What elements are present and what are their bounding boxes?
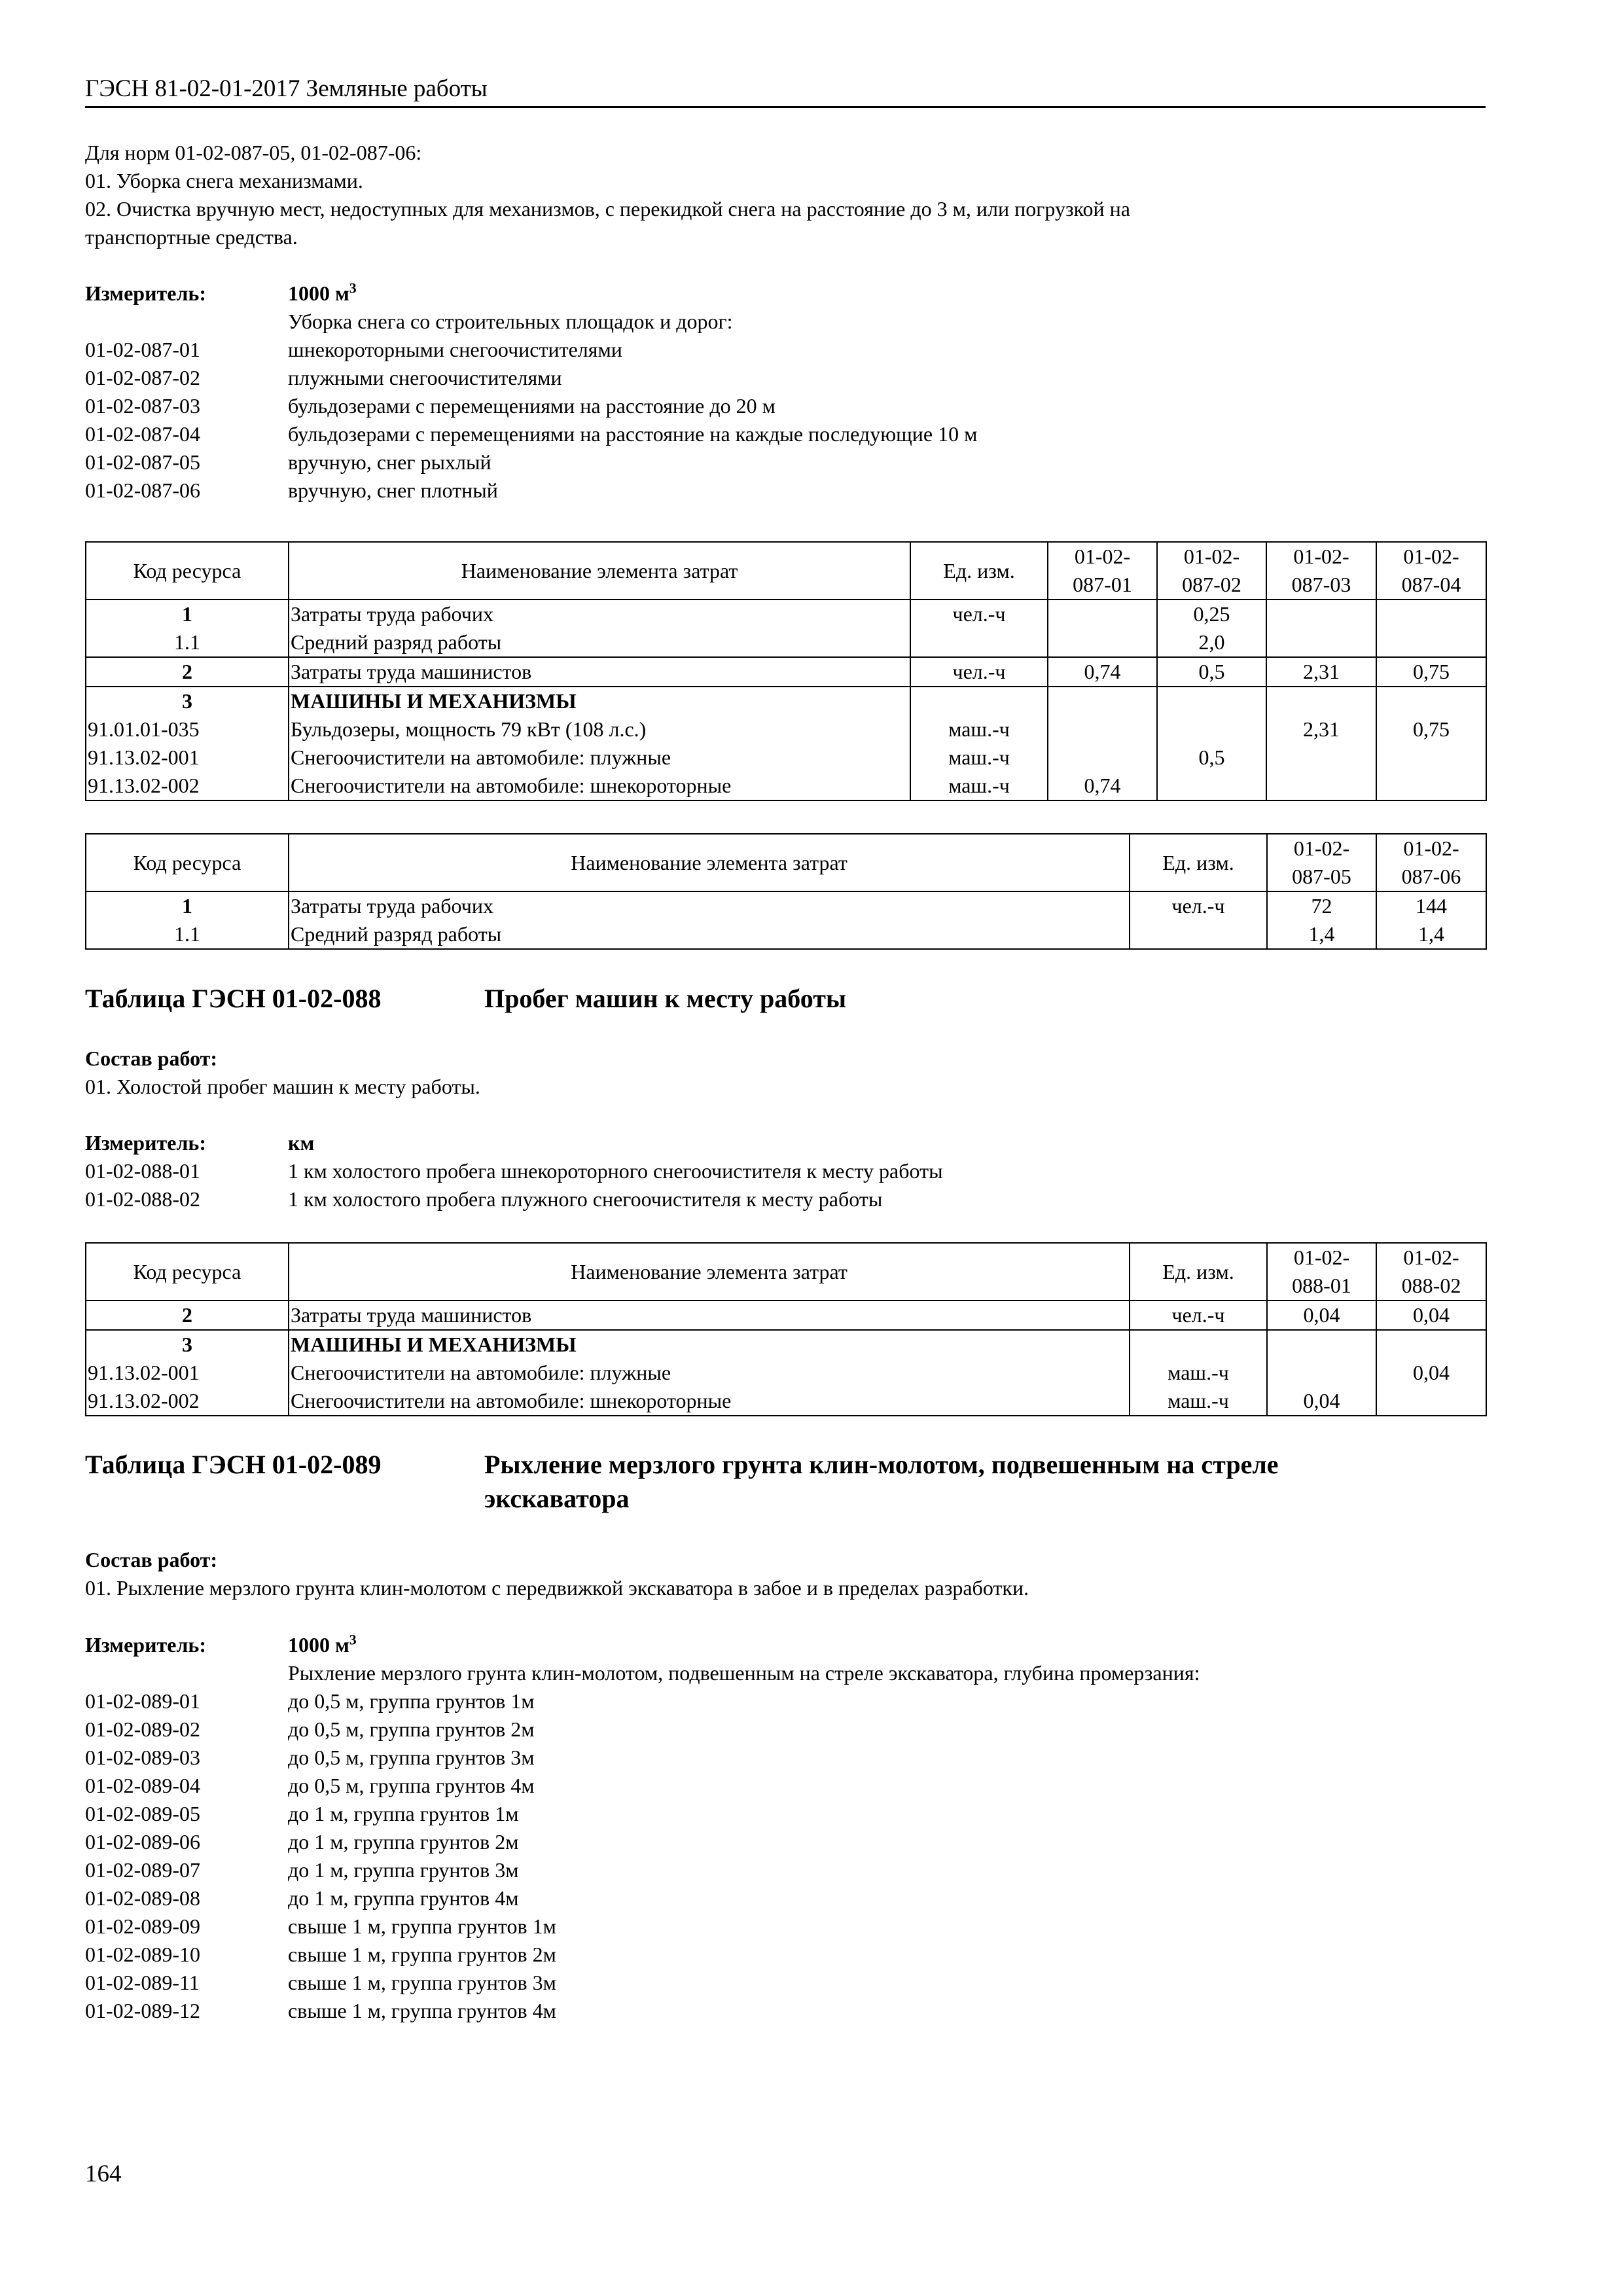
table-row: 91.13.02-001 Снегоочистители на автомобиле: плужные маш.-ч 0,04 xyxy=(86,1359,1486,1387)
col-header-norm: 01-02- 087-05 xyxy=(1267,834,1376,891)
col-header-unit: Ед. изм. xyxy=(1130,1243,1267,1300)
table-row: 1 Затраты труда рабочих чел.-ч 0,25 xyxy=(86,600,1486,628)
norm-item: 01-02-089-10 свыше 1 м, группа грунтов 2м xyxy=(85,1943,556,1966)
table-row: 91.13.02-002 Снегоочистители на автомобиле: шнекороторные маш.-ч 0,04 xyxy=(86,1387,1486,1416)
col-header-name: Наименование элемента затрат xyxy=(289,834,1130,891)
norm-item: 01-02-089-05 до 1 м, группа грунтов 1м xyxy=(85,1802,519,1825)
norm-item: 01-02-089-01 до 0,5 м, группа грунтов 1м xyxy=(85,1689,535,1713)
col-header-unit: Ед. изм. xyxy=(1130,834,1267,891)
work-label: Состав работ: xyxy=(85,1548,218,1571)
measure-value: км xyxy=(288,1131,315,1155)
measure-subtitle: Рыхление мерзлого грунта клин-молотом, подвешенным на стреле экскаватора, глубина промерзания: xyxy=(288,1661,1200,1685)
col-header-norm: 01-02- 087-02 xyxy=(1157,542,1266,600)
work-composition-089 xyxy=(85,1546,1486,1602)
norm-item: 01-02-089-02 до 0,5 м, группа грунтов 2м xyxy=(85,1717,535,1741)
col-header-norm: 01-02- 087-03 xyxy=(1266,542,1376,600)
col-header-norm: 01-02- 087-06 xyxy=(1376,834,1486,891)
norm-item: 01-02-089-09 свыше 1 м, группа грунтов 1м xyxy=(85,1914,556,1938)
measure-label: Измеритель: xyxy=(85,281,206,305)
measure-label: Измеритель: xyxy=(85,1633,206,1657)
table-row: 2 Затраты труда машинистов чел.-ч 0,74 0,5 2,31 0,75 xyxy=(86,657,1486,687)
col-header-code: Код ресурса xyxy=(86,542,289,600)
norm-item: 01-02-087-05 вручную, снег рыхлый xyxy=(85,450,491,474)
col-header-norm: 01-02- 088-01 xyxy=(1267,1243,1376,1300)
intro-line: 02. Очистка вручную мест, недоступных для механизмов, с перекидкой снега на расстояние до 3 м, или погрузкой на xyxy=(85,197,1130,221)
table-row: 91.13.02-002 Снегоочистители на автомобиле: шнекороторные маш.-ч 0,74 xyxy=(86,772,1486,800)
norm-item: 01-02-088-01 1 км холостого пробега шнекороторного снегоочистителя к месту работы xyxy=(85,1159,943,1183)
work-item: 01. Холостой пробег машин к месту работы. xyxy=(85,1075,480,1098)
norm-item: 01-02-087-01 шнекороторными снегоочистителями xyxy=(85,338,622,361)
running-header: ГЭСН 81-02-01-2017 Земляные работы xyxy=(85,73,1486,108)
intro-line: Для норм 01-02-087-05, 01-02-087-06: xyxy=(85,141,422,164)
norm-item: 01-02-087-06 вручную, снег плотный xyxy=(85,478,498,502)
norm-item: 01-02-087-04 бульдозерами с перемещениями на расстояние на каждые последующие 10 м xyxy=(85,422,978,446)
norm-item: 01-02-089-06 до 1 м, группа грунтов 2м xyxy=(85,1830,519,1854)
measure-value: 1000 $м^3$ xyxy=(288,279,357,305)
intro-line: транспортные средства. xyxy=(85,225,298,249)
work-label: Состав работ: xyxy=(85,1047,218,1070)
norm-item: 01-02-089-08 до 1 м, группа грунтов 4м xyxy=(85,1886,519,1910)
measure-value: 1000 $м^3$ xyxy=(288,1631,357,1657)
page-number: 164 xyxy=(85,2161,122,2187)
table-row: 2 Затраты труда машинистов чел.-ч 0,04 0,04 xyxy=(86,1300,1486,1330)
measure-list-088 xyxy=(85,1129,1486,1213)
norm-item: 01-02-089-11 свыше 1 м, группа грунтов 3м xyxy=(85,1971,556,1994)
intro-notes xyxy=(85,139,1486,251)
table-row: 3 МАШИНЫ И МЕХАНИЗМЫ xyxy=(86,687,1486,715)
table-row: 3 МАШИНЫ И МЕХАНИЗМЫ xyxy=(86,1330,1486,1359)
norm-item: 01-02-089-03 до 0,5 м, группа грунтов 3м xyxy=(85,1746,535,1769)
col-header-unit: Ед. изм. xyxy=(910,542,1048,600)
col-header-norm: 01-02- 087-04 xyxy=(1376,542,1486,600)
work-item: 01. Рыхление мерзлого грунта клин-молотом с передвижкой экскаватора в забое и в пределах разработки. xyxy=(85,1576,1029,1600)
resource-table-088 xyxy=(85,1242,1487,1416)
resource-table-087-05-06 xyxy=(85,833,1487,950)
norm-item: 01-02-088-02 1 км холостого пробега плужного снегоочистителя к месту работы xyxy=(85,1187,883,1211)
col-header-name: Наименование элемента затрат xyxy=(289,542,910,600)
measure-subtitle: Уборка снега со строительных площадок и дорог: xyxy=(288,310,733,333)
work-composition-088 xyxy=(85,1045,1486,1101)
norm-item: 01-02-087-02 плужными снегоочистителями xyxy=(85,366,562,389)
table-row: 91.13.02-001 Снегоочистители на автомобиле: плужные маш.-ч 0,5 xyxy=(86,744,1486,772)
table-row: 1 Затраты труда рабочих чел.-ч 72 144 xyxy=(86,891,1486,920)
col-header-code: Код ресурса xyxy=(86,1243,289,1300)
col-header-code: Код ресурса xyxy=(86,834,289,891)
norm-item: 01-02-089-04 до 0,5 м, группа грунтов 4м xyxy=(85,1774,535,1797)
table-row: 91.01.01-035 Бульдозеры, мощность 79 кВт (108 л.с.) маш.-ч 2,31 0,75 xyxy=(86,715,1486,744)
resource-table-087-01-04 xyxy=(85,541,1487,801)
intro-line: 01. Уборка снега механизмами. xyxy=(85,169,363,192)
col-header-norm: 01-02- 087-01 xyxy=(1048,542,1157,600)
table-row: 1.1 Средний разряд работы 2,0 xyxy=(86,628,1486,657)
table-title-088: Таблица ГЭСН 01-02-088 Пробег машин к месту работы xyxy=(85,984,847,1013)
table-title-089: Таблица ГЭСН 01-02-089 Рыхление мерзлого грунта клин-молотом, подвешенным на стреле экскаватора xyxy=(85,1450,1279,1513)
col-header-norm: 01-02- 088-02 xyxy=(1376,1243,1486,1300)
measure-list-089 xyxy=(85,1631,1486,2025)
col-header-name: Наименование элемента затрат xyxy=(289,1243,1130,1300)
measure-label: Измеритель: xyxy=(85,1131,206,1155)
table-row: 1.1 Средний разряд работы 1,4 1,4 xyxy=(86,920,1486,949)
norm-item: 01-02-089-07 до 1 м, группа грунтов 3м xyxy=(85,1858,519,1882)
measure-list-087 xyxy=(85,279,1486,505)
norm-item: 01-02-089-12 свыше 1 м, группа грунтов 4м xyxy=(85,1999,556,2022)
norm-item: 01-02-087-03 бульдозерами с перемещениями на расстояние до 20 м xyxy=(85,394,776,418)
